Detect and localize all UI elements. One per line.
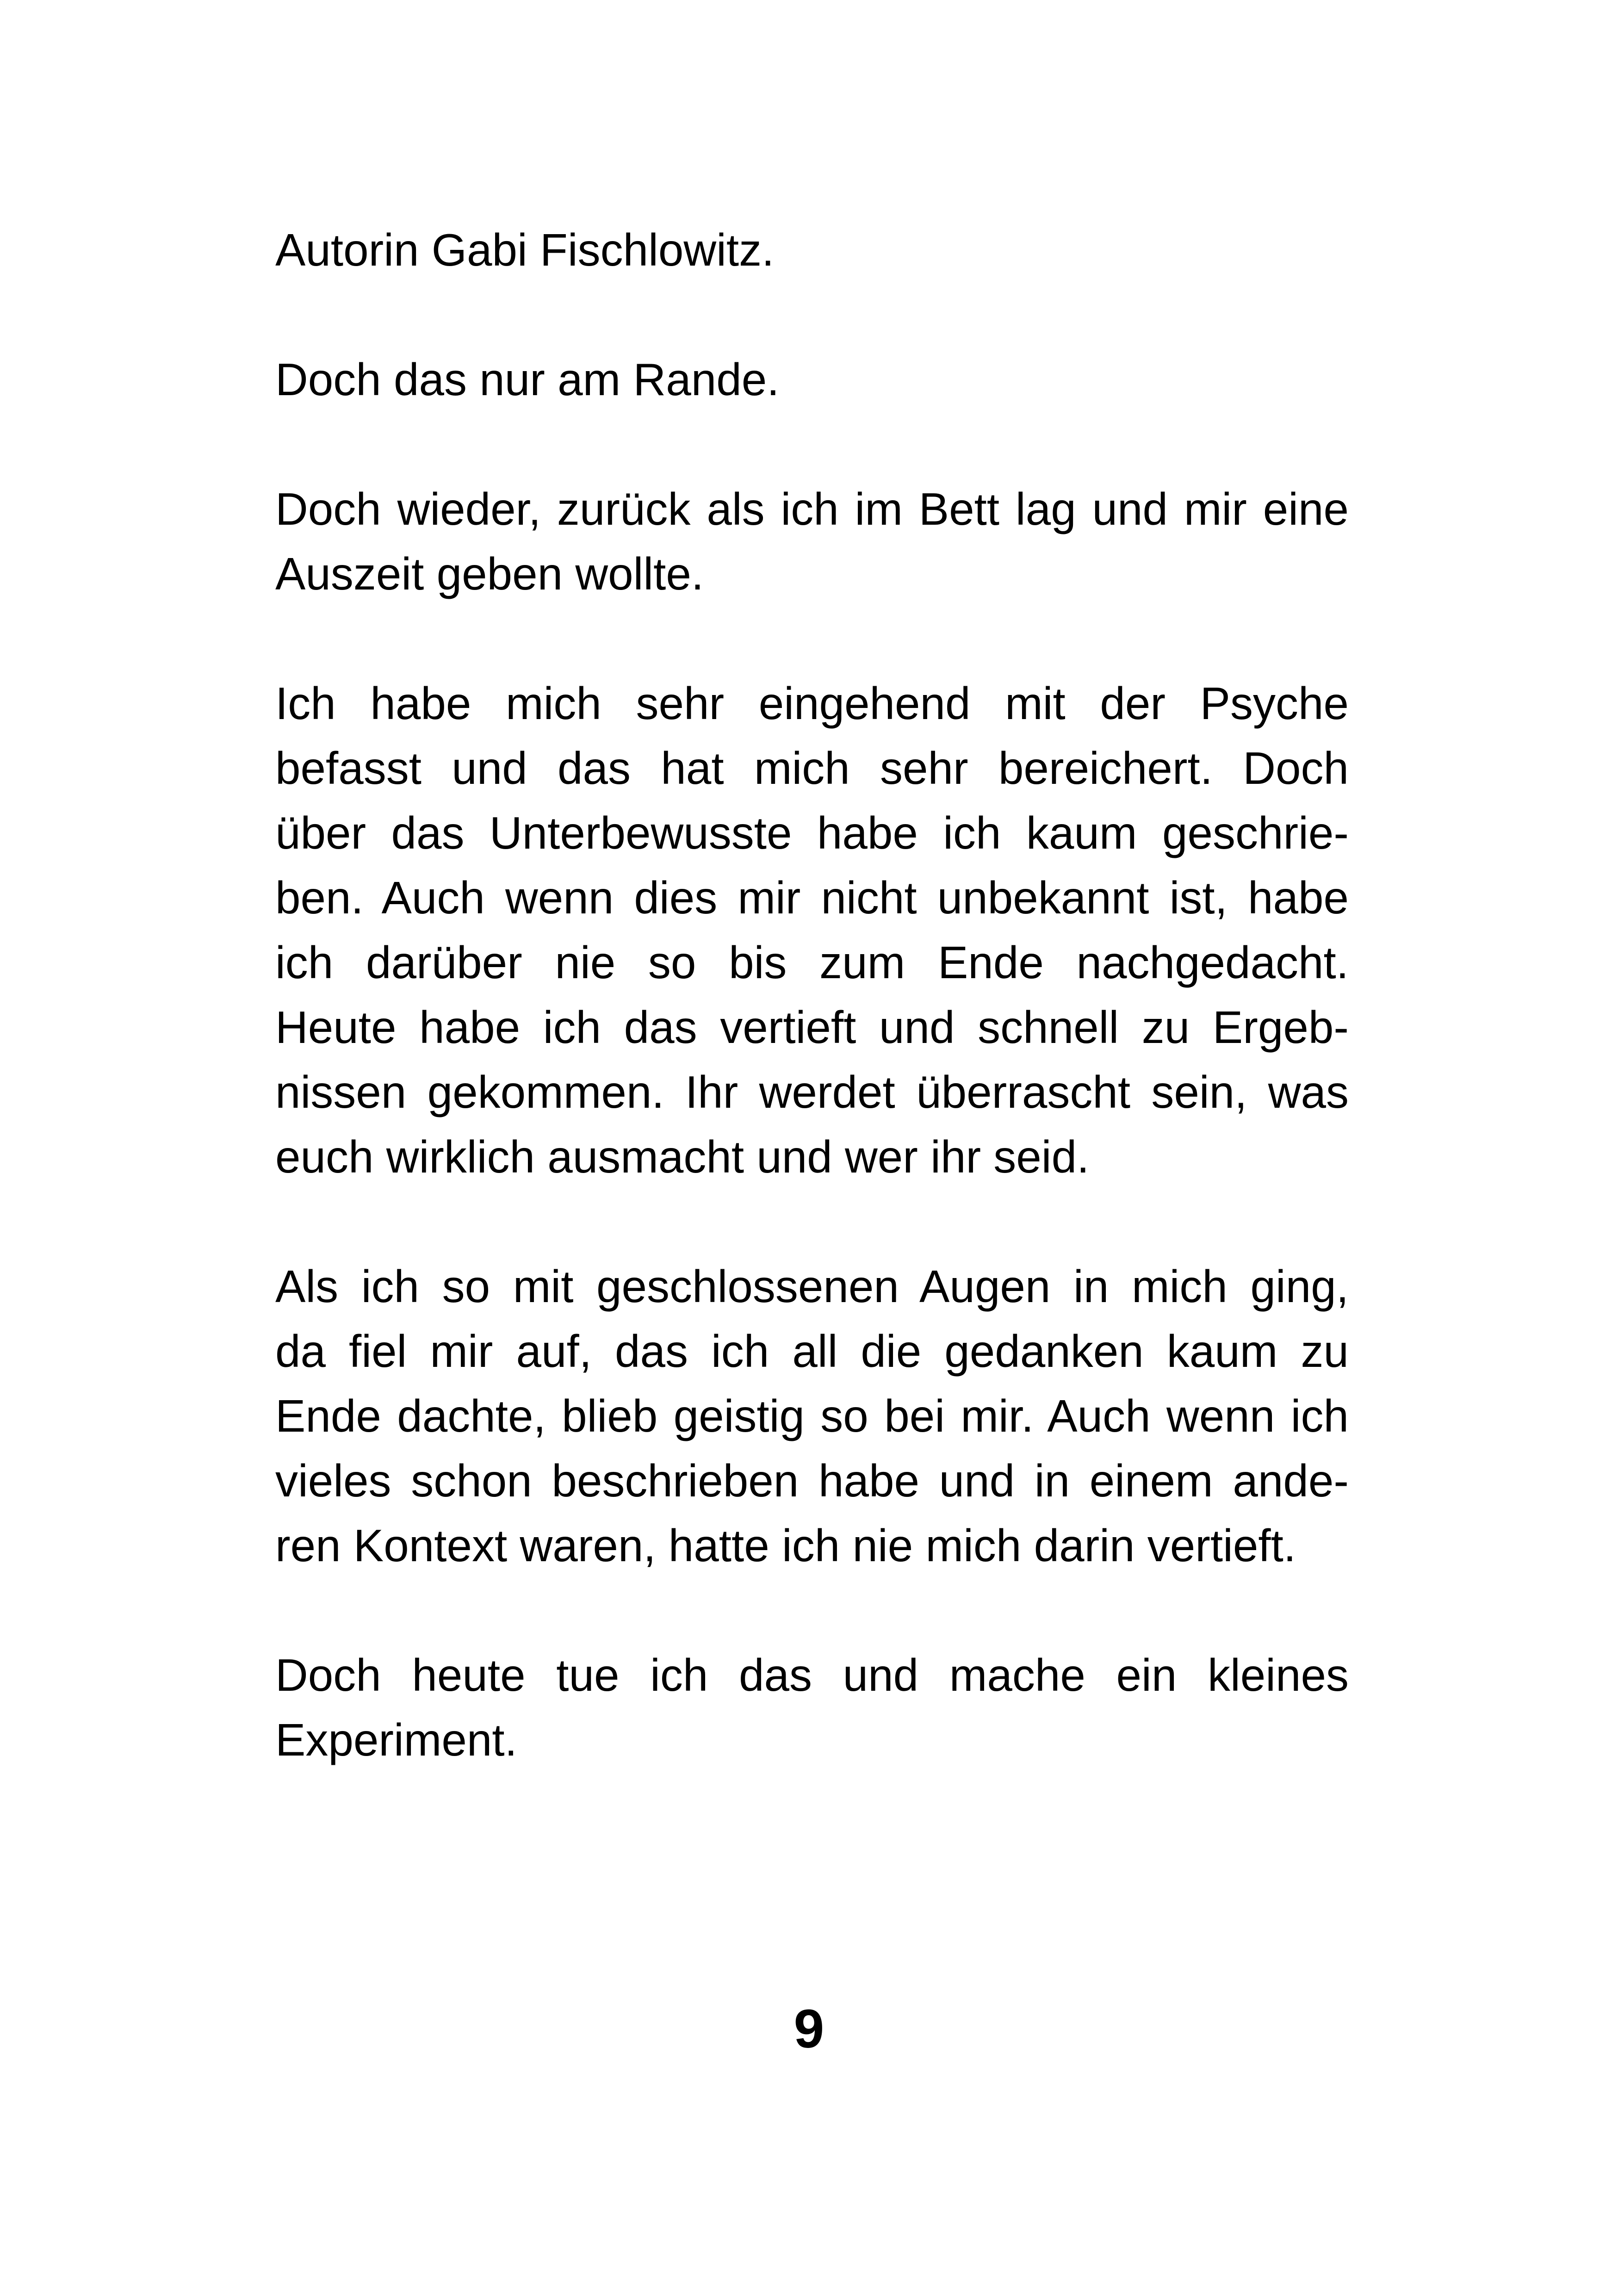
text-line: Ende dachte, blieb geistig so bei mir. Auch wenn ich	[275, 1390, 1349, 1441]
text-line: Experiment.	[275, 1714, 517, 1765]
text-line: befasst und das hat mich sehr bereichert. Doch	[275, 743, 1349, 794]
text-line: Doch heute tue ich das und mache ein kleines	[275, 1650, 1349, 1700]
text-line: da fiel mir auf, das ich all die gedanken kaum zu	[275, 1326, 1349, 1377]
text-line: Als ich so mit geschlossenen Augen in mich ging,	[275, 1261, 1349, 1312]
paragraph-experiment	[275, 1643, 1349, 1772]
paragraph-author	[275, 217, 1349, 282]
text-line: ren Kontext waren, hatte ich nie mich darin vertieft.	[275, 1520, 1296, 1571]
paragraph-return	[275, 477, 1349, 606]
body-text	[275, 217, 1349, 1837]
text-line: euch wirklich ausmacht und wer ihr seid.	[275, 1131, 1090, 1182]
paragraph-aside	[275, 347, 1349, 412]
text-line: ben. Auch wenn dies mir nicht unbekannt ist, habe	[275, 872, 1349, 923]
text-line: Ich habe mich sehr eingehend mit der Psyche	[275, 678, 1349, 729]
page-number: 9	[794, 1998, 824, 2060]
paragraph-eyes-closed	[275, 1254, 1349, 1578]
text-line: nissen gekommen. Ihr werdet überrascht sein, was	[275, 1067, 1349, 1117]
text-line: Doch wieder, zurück als ich im Bett lag und mir eine	[275, 484, 1349, 534]
text-line: Doch das nur am Rande.	[275, 354, 780, 405]
text-line: Autorin Gabi Fischlowitz.	[275, 224, 775, 275]
text-line: vieles schon beschrieben habe und in einem ande-	[275, 1455, 1349, 1506]
text-line: Auszeit geben wollte.	[275, 548, 704, 599]
text-line: Heute habe ich das vertieft und schnell zu Ergeb-	[275, 1002, 1349, 1053]
text-line: über das Unterbewusste habe ich kaum geschrie-	[275, 807, 1349, 858]
text-line: ich darüber nie so bis zum Ende nachgedacht.	[275, 937, 1349, 988]
paragraph-psyche	[275, 671, 1349, 1189]
